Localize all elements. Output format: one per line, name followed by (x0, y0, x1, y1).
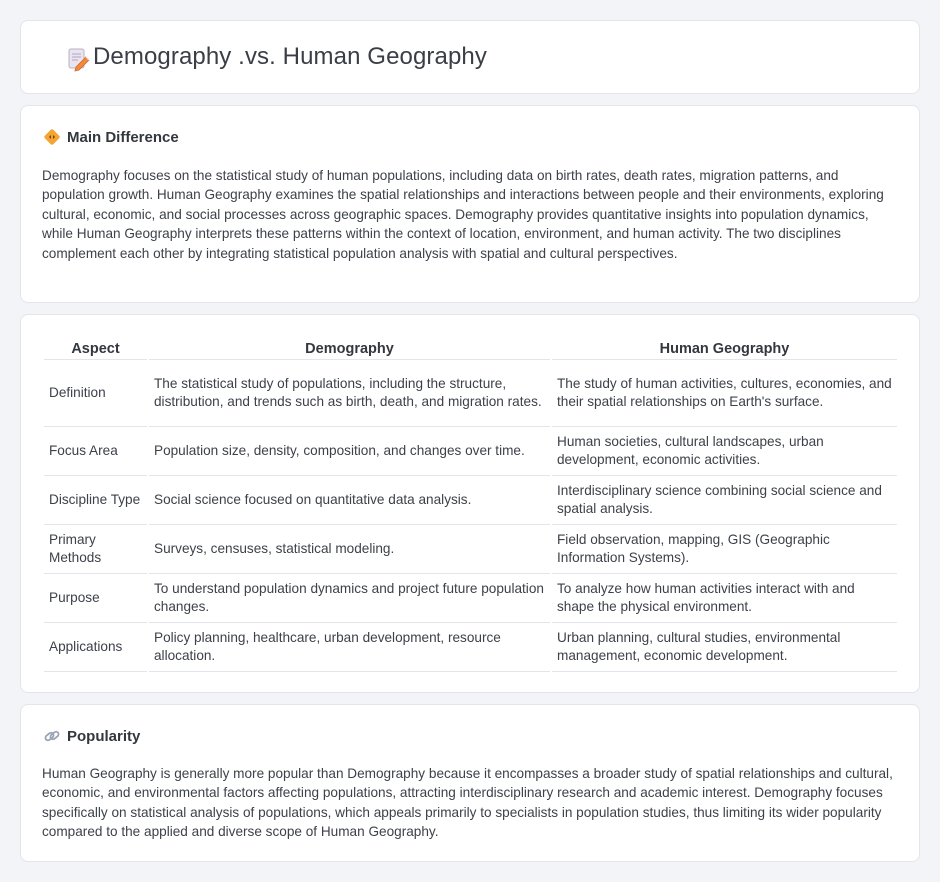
aspect-cell: Discipline Type (44, 476, 147, 525)
comparison-table (42, 336, 899, 672)
main-difference-card (20, 105, 920, 303)
aspect-cell: Primary Methods (44, 525, 147, 574)
table-row (44, 360, 897, 427)
demography-cell: Surveys, censuses, statistical modeling. (149, 525, 550, 574)
popularity-text: Human Geography is generally more popular than Demography because it encompasses a broader study of spatial relationships and cultural, economic, and environmental factors affecting populations, attracting interdisciplinary research and academic interest. Demography focuses specifically on statistical analysis of populations, which appeals primarily to specialists in population studies, thus limiting its wider popularity compared to the applied and diverse scope of Human Geography. (42, 766, 893, 840)
table-row (44, 427, 897, 476)
human-geography-cell: The study of human activities, cultures, economies, and their spatial relationships on Earth's surface. (552, 360, 897, 427)
aspect-cell: Definition (44, 360, 147, 427)
demography-cell: Population size, density, composition, and changes over time. (149, 427, 550, 476)
header-human-geography: Human Geography (552, 336, 897, 360)
link-icon (43, 727, 61, 745)
main-difference-heading (43, 128, 179, 146)
table-row (44, 476, 897, 525)
table-row (44, 525, 897, 574)
table-row (44, 623, 897, 672)
human-geography-cell: Human societies, cultural landscapes, urban development, economic activities. (552, 427, 897, 476)
main-difference-text: Demography focuses on the statistical study of human populations, including data on birth rates, death rates, migration patterns, and population growth. Human Geography examines the spatial relationships and interactions between people and their environments, exploring cultural, economic, and social processes across geographic spaces. Demography provides quantitative insights into population dynamics, while Human Geography interprets these patterns within the context of location, environment, and human activity. The two disciplines complement each other by integrating statistical population analysis with spatial and cultural perspectives. (42, 168, 884, 261)
human-geography-cell: Interdisciplinary science combining social science and spatial analysis. (552, 476, 897, 525)
table-row (44, 574, 897, 623)
page-title: Demography .vs. Human Geography (93, 43, 487, 70)
document-pen-icon (65, 46, 91, 72)
demography-cell: The statistical study of populations, including the structure, distribution, and trends such as birth, death, and migration rates. (149, 360, 550, 427)
human-geography-cell: Field observation, mapping, GIS (Geographic Information Systems). (552, 525, 897, 574)
aspect-cell: Purpose (44, 574, 147, 623)
popularity-title: Popularity (67, 727, 141, 745)
demography-cell: To understand population dynamics and project future population changes. (149, 574, 550, 623)
popularity-heading (43, 727, 140, 745)
human-geography-cell: To analyze how human activities interact with and shape the physical environment. (552, 574, 897, 623)
aspect-cell: Applications (44, 623, 147, 672)
header-demography: Demography (149, 336, 550, 360)
diamond-arrows-icon (43, 128, 61, 146)
comparison-card (20, 314, 920, 693)
popularity-card (20, 704, 920, 862)
demography-cell: Policy planning, healthcare, urban development, resource allocation. (149, 623, 550, 672)
header-aspect: Aspect (44, 336, 147, 360)
demography-cell: Social science focused on quantitative data analysis. (149, 476, 550, 525)
human-geography-cell: Urban planning, cultural studies, environmental management, economic development. (552, 623, 897, 672)
table-header-row (44, 336, 897, 360)
main-difference-title: Main Difference (67, 128, 179, 146)
header-card (20, 20, 920, 94)
aspect-cell: Focus Area (44, 427, 147, 476)
